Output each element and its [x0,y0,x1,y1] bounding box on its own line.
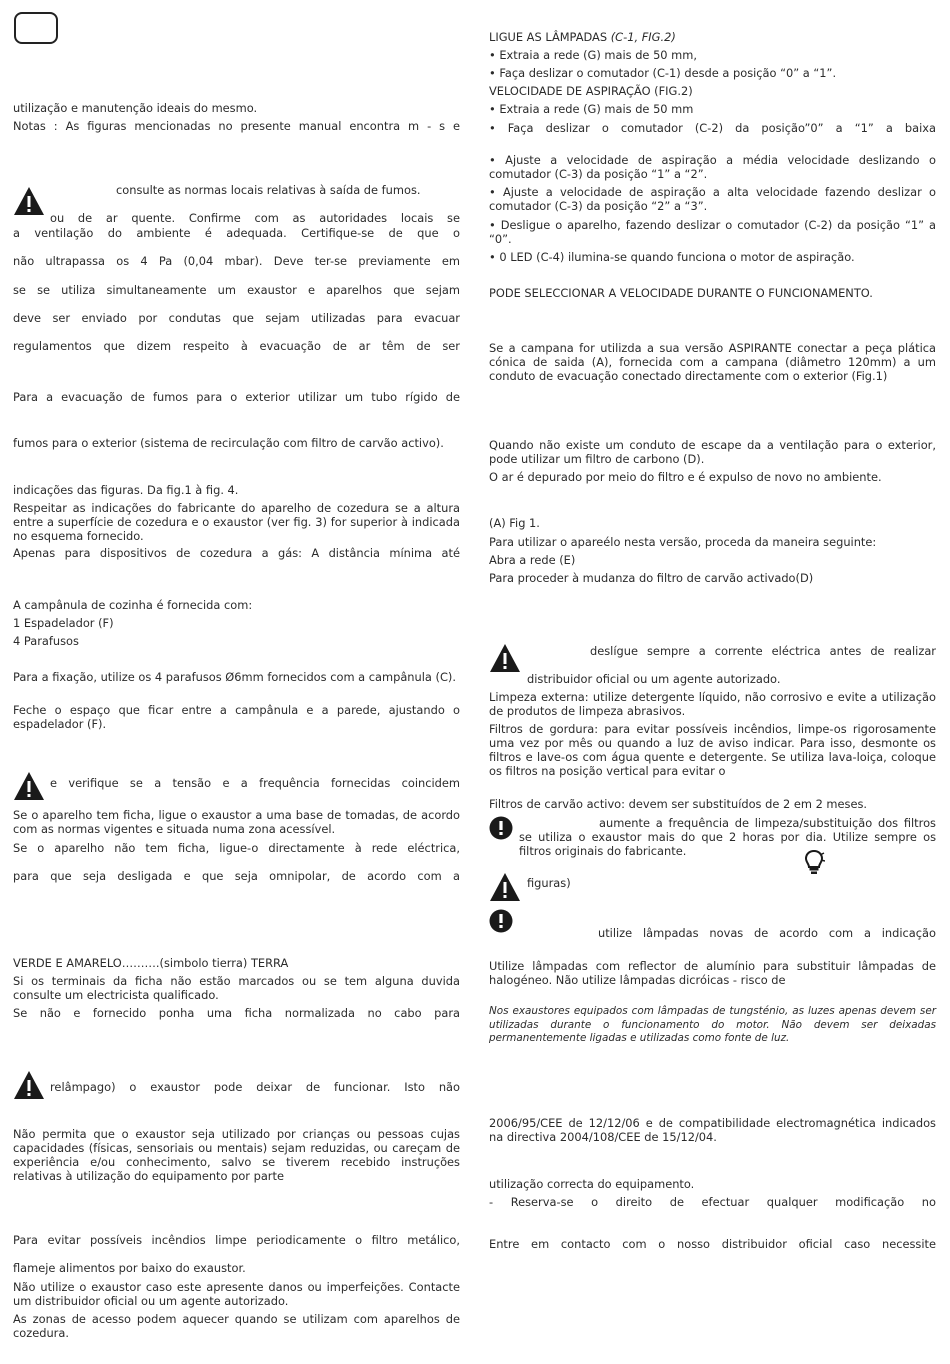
language-tab-icon [14,12,58,44]
contact-text: Entre em contacto com o nosso distribuidor oficial caso necessite [489,1237,936,1251]
speed-step-5: • Desligue o aparelho, fazendo deslizar o comutador (C-2) da posição “1” a “0”. [489,218,936,246]
pressure-text: não ultrapassa os 4 Pa (0,04 mbar). Deve ter-se previamente em [13,254,460,268]
led-text: • 0 LED (C-4) ilumina-se quando funciona o motor de aspiração. [489,250,855,264]
lamps-heading: LIGUE AS LÂMPADAS (C-1, FIG.2) [489,30,676,44]
damage-text: Não utilize o exaustor caso este apresente danos ou imperfeições. Contacte um distribuidor oficial ou um agente autorizado. [13,1280,460,1308]
warning-triangle-icon [13,1070,45,1100]
speed-step-4: • Ajuste a velocidade de aspiração a alta velocidade fazendo deslizar o comutador (C-3) da posição “2” a “3”. [489,185,936,213]
speed-note-text: PODE SELECCIONAR A VELOCIDADE DURANTE O FUNCIONAMENTO. [489,286,873,300]
supplied-item-1: 1 Espadelador (F) [13,616,114,630]
recirculation-text: fumos para o exterior (sistema de recirculação com filtro de carvão activo). [13,436,444,450]
ventilation-text: a ventilação do ambiente é adequada. Certifique-se de que o [13,226,460,240]
air-purified-text: O ar é depurado por meio do filtro e é expulso de novo no ambiente. [489,470,882,484]
warning-triangle-icon [489,643,521,673]
voltage-check-text: e verifique se a tensão e a frequência fornecidas coincidem [50,776,460,790]
reserve-rights-text: - Reserva-se o direito de efectuar qualquer modificação no [489,1195,936,1209]
fixing-text: Para a fixação, utilize os 4 parafusos Ø6mm fornecidos com a campânula (C). [13,670,456,684]
omnipolar-text: para que seja desligada e que seja omnipolar, de acordo com a [13,869,460,883]
rigid-tube-text: Para a evacuação de fumos para o exterior utilizar um tubo rígido de [13,390,460,404]
speed-heading: VELOCIDADE DE ASPIRAÇÃO (FIG.2) [489,84,693,98]
supplied-item-2: 4 Parafusos [13,634,79,648]
lamps-step-1: • Extraia a rede (G) mais de 50 mm, [489,48,697,62]
ducts-text: deve ser enviado por condutas que sejam utilizadas para evacuar [13,311,460,325]
figures-ref-text: figuras) [527,876,571,890]
warning-triangle-icon [13,186,45,216]
distributor-text: distribuidor oficial ou um agente autorizado. [527,672,781,686]
supplied-with-text: A campânula de cozinha é fornecida com: [13,598,253,612]
fire-prevention-text: Para evitar possíveis incêndios limpe periodicamente o filtro metálico, [13,1233,460,1247]
speed-step-1: • Extraia a rede (G) mais de 50 mm [489,102,694,116]
halogen-lamps-text: Utilize lâmpadas com reflector de alumínio para substituir lâmpadas de halogéneo. Não utilize lâmpadas dicróicas - risco de [489,959,936,987]
directives-text: 2006/95/CEE de 12/12/06 e de compatibilidade electromagnética indicados na directiva 2004/108/CEE de 15/12/04. [489,1116,936,1144]
close-gap-text: Feche o espaço que ficar entre a campânula e a parede, ajustando o espadelador (F). [13,703,460,731]
simultaneous-use-text: se se utiliza simultaneamente um exaustor e aparelhos que sejam [13,283,460,297]
hot-surfaces-text: As zonas de acesso podem aquecer quando se utilizam com aparelhos de cozedura. [13,1312,460,1340]
filter-frequency-text: aumente a frequência de limpeza/substituição dos filtros se utiliza o exaustor mais do que 2 horas por dia. Utilize sempre os filtros originais do fabricante. [519,816,936,858]
gas-distance-text: Apenas para dispositivos de cozedura a gás: A distância mínima até [13,546,460,560]
disconnect-power-text: deslígue sempre a corrente eléctrica antes de realizar [590,644,936,658]
grease-filters-text: Filtros de gordura: para evitar possíveis incêndios, limpe-os rigorosamente uma vez por mês ou quando a luz de aviso indicar. Para isso, desmonte os filtros e lave-os com água quente e detergente. Se utiliza lava-loiça, coloque os filtros na posição vertical para evitar o [489,722,936,778]
terminals-text: Si os terminais da ficha não estão marcados ou se tem alguna duvida consulte um electricista qualificado. [13,974,460,1002]
figures-text: indicações das figuras. Da fig.1 à fig. 4. [13,483,239,497]
children-warning-text: Não permita que o exaustor seja utilizado por crianças ou pessoas cujas capacidades (físicas, sensoriais ou mentais) sejam reduzidas, ou careçam de experiência e/ou conhecimento, salvo se tiverem recebido instruções relativas à utilização do equipamento por parte [13,1127,460,1183]
attention-circle-icon [489,816,513,840]
warm-air-text: ou de ar quente. Confirme com as autoridades locais se [50,211,460,225]
version-use-text: Para utilizar o apareélo nesta versão, proceda da maneira seguinte: [489,535,877,549]
lamps-step-2: • Faça deslizar o comutador (C-1) desde a posição “0” a “1”. [489,66,837,80]
intro-text: utilização e manutenção ideais do mesmo. [13,101,258,115]
warning-triangle-icon [489,872,521,902]
carbon-filter-text: Quando não existe um conduto de escape da a ventilação para o exterior, pode utilizar um filtro de carbono (D). [489,438,936,466]
correct-use-text: utilização correcta do equipamento. [489,1177,695,1191]
attention-circle-icon [489,909,513,933]
carbon-change-text: Para proceder à mudanza do filtro de carvão activado(D) [489,571,814,585]
aspirant-version-text: Se a campana for utilizda a sua versão ASPIRANTE conectar a peça plática cónica de saida (A), fornecida com a campana (diâmetro 120mm) a um conduto de evacuação conectado directamente com o exterior (Fig.1) [489,341,936,383]
earth-wire-text: VERDE E AMARELO……….(simbolo tierra) TERRA [13,956,289,970]
warning-triangle-icon [13,771,45,801]
speed-step-2: • Faça deslizar o comutador (C-2) da posição”0” a “1” a baixa [489,121,936,135]
manufacturer-text: Respeitar as indicações do fabricante do aparelho de cozedura se a altura entre a superfície de cozedura e o exaustor (ver fig. 3) for superior à indicada no esquema fornecido. [13,501,460,543]
tungsten-note-text: Nos exaustores equipados com lâmpadas de tungsténio, as luzes apenas devem ser utilizadas durante o funcionamento do motor. Não devem ser deixadas permanentemente ligadas e utilizadas como fonte de luz. [489,1005,936,1044]
plug-text: Se o aparelho tem ficha, ligue o exaustor a uma base de tomadas, de acordo com as normas vigentes e situada numa zona acessível. [13,808,460,836]
speed-step-3: • Ajuste a velocidade de aspiração a média velocidade deslizando o comutador (C-3) da posição “1” a “2”. [489,153,936,181]
lightbulb-icon [803,849,825,875]
notes-text: Notas : As figuras mencionadas no presente manual encontra m - s e [13,119,460,133]
flambe-text: flameje alimentos por baixo do exaustor. [13,1261,246,1275]
fumes-norms-text: consulte as normas locais relativas à saída de fumos. [116,183,421,197]
no-plug-text: Se o aparelho não tem ficha, ligue-o directamente à rede eléctrica, [13,841,460,855]
lightning-text: relâmpago) o exaustor pode deixar de funcionar. Isto não [50,1080,460,1094]
regulations-text: regulamentos que dizem respeito à evacuação de ar têm de ser [13,339,460,353]
standard-plug-text: Se não e fornecido ponha uma ficha normalizada no cabo para [13,1006,460,1020]
carbon-filters-text: Filtros de carvão activo: devem ser substituídos de 2 em 2 meses. [489,797,868,811]
open-grid-text: Abra a rede (E) [489,553,576,567]
fig-ref-text: (A) Fig 1. [489,516,540,530]
new-lamps-text: utilize lâmpadas novas de acordo com a indicação [598,926,936,940]
external-cleaning-text: Limpeza externa: utilize detergente líquido, não corrosivo e evite a utilização de produtos de limpeza abrasivos. [489,690,936,718]
